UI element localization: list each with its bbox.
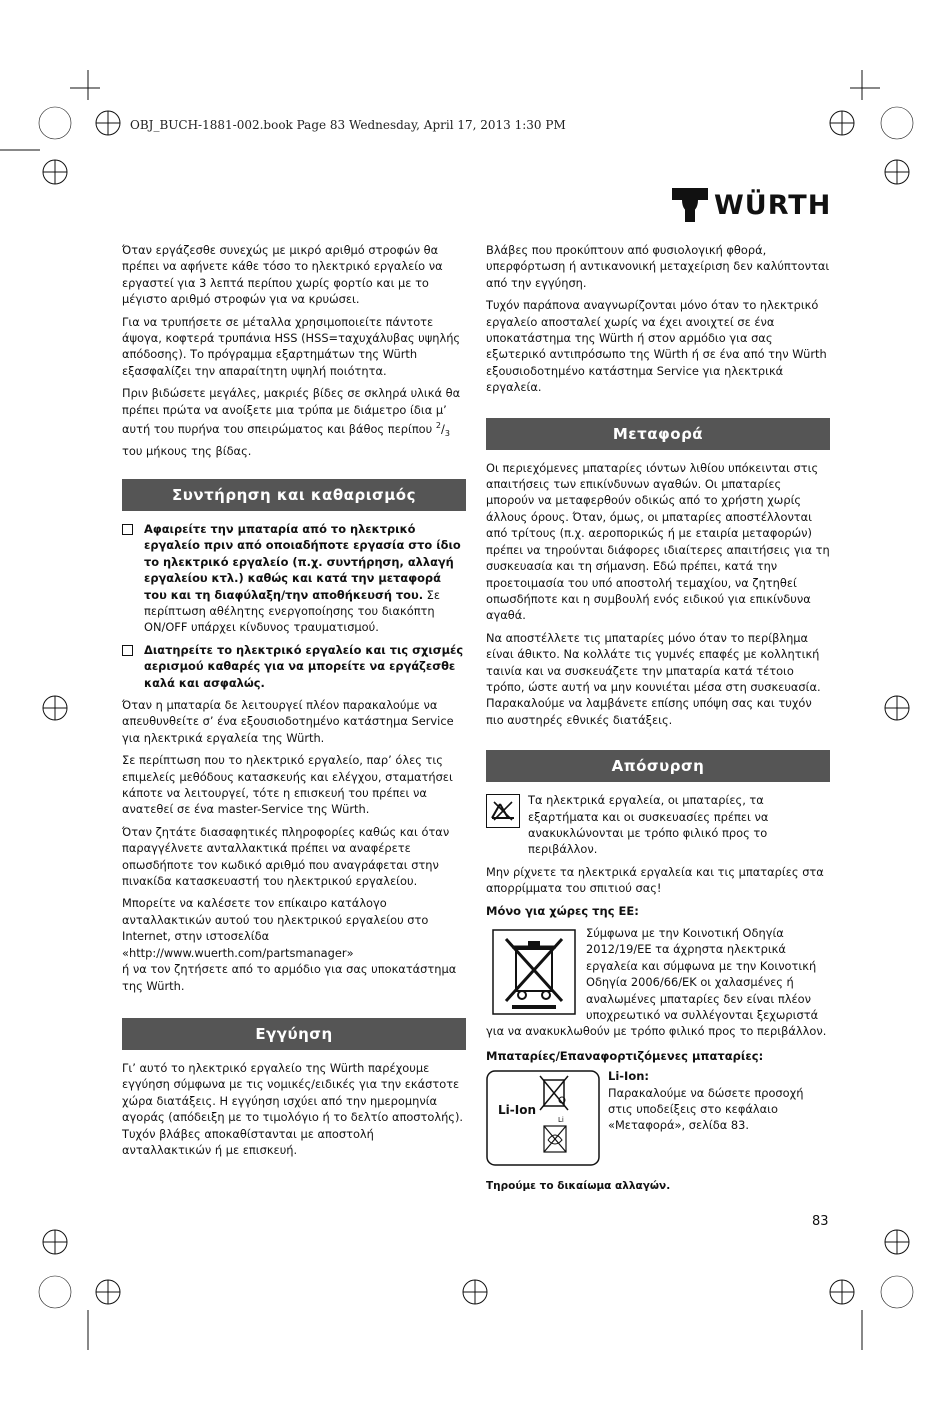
section-header-transport: Μεταφορά bbox=[486, 418, 830, 450]
crossed-out-bin-icon bbox=[492, 929, 576, 1015]
file-header-line: OBJ_BUCH-1881-002.book Page 83 Wednesday, April 17, 2013 1:30 PM bbox=[130, 118, 566, 132]
left-column bbox=[122, 242, 466, 1164]
liion-block bbox=[486, 1068, 830, 1168]
paragraph: Πριν βιδώσετε μεγάλες, μακριές βίδες σε σκληρά υλικά θα πρέπει πρώτα να ανοίξετε μια τρύπα με διάμετρο ίδια μ’ αυτή του πυρήνα του σπειρώματος και βάθος περίπου $^2/_3$ του μήκους της βίδας. bbox=[122, 386, 461, 458]
paragraph: Οι περιεχόμενες μπαταρίες ιόντων λιθίου υπόκεινται στις απαιτήσεις των επικίνδυνων αγαθών. Οι μπαταρίες μπορούν να μεταφερθούν οδικώς από το χρήστη χωρίς άλλους όρους. Όταν, όμως, οι μπαταρίες αποστέλλονται από τρίτους (π.χ. αεροπορικώς ή με εταιρία μεταφορών) πρέπει να τηρούνται διάφορες ιδιαίτερες απαιτήσεις για τη συσκευασία και τη σήμανση. Εδώ πρέπει, κατά την προετοιμασία του υπό αποστολή τεμαχίου, να ζητηθεί οπωσδήποτε και η συμβουλή ενός ειδικού για επικίνδυνα αγαθά. bbox=[486, 460, 830, 623]
partsmanager-url: «http://www.wuerth.com/partsmanager» bbox=[122, 945, 354, 960]
disposal-intro-block: Τα ηλεκτρικά εργαλεία, οι μπαταρίες, τα εξαρτήματα και οι συσκευασίες πρέπει να ανακυκλώνονται με τρόπο φιλικό προς το περιβάλλον. bbox=[486, 792, 830, 858]
paragraph: Γι’ αυτό το ηλεκτρικό εργαλείο της Würth παρέχουμε εγγύηση σύμφωνα με τις νομικές/ειδικές για την εκάστοτε χώρα διατάξεις. Η εγγύηση ισχύει από την ημερομηνία αγοράς (απόδειξη με το τιμολόγιο ή το δελτίο αποστολής). Τυχόν βλάβες αποκαθίστανται με αποστολή ανταλλακτικών ή με επισκευή. bbox=[122, 1060, 464, 1157]
bullet-item: Διατηρείτε το ηλεκτρικό εργαλείο και τις σχισμές αερισμού καθαρές για να μπορείτε να εργάζεσθε καλά και ασφαλώς. bbox=[122, 642, 466, 691]
brand-name: WÜRTH bbox=[714, 189, 832, 221]
section-header-warranty: Εγγύηση bbox=[122, 1018, 466, 1050]
paragraph: Να αποστέλλετε τις μπαταρίες μόνο όταν το περίβλημα είναι άθικτο. Να κολλάτε τις γυμνές επαφές με κολλητική ταινία και να συσκευάζετε την μπαταρία κατά τέτοιο τρόπο, ώστε αυτή να μην κουνιέται μέσα στη συσκευασία. bbox=[486, 630, 821, 694]
right-column bbox=[486, 242, 830, 1168]
paragraph: Βλάβες που προκύπτουν από φυσιολογική φθορά, υπερφόρτωση ή αντικανονική μεταχείριση δεν καλύπτονται από την εγγύηση. bbox=[486, 243, 830, 290]
paragraph: Μπορείτε να καλέσετε τον επίκαιρο κατάλογο ανταλλακτικών αυτού του ηλεκτρικού εργαλείου στο Internet, στην ιστοσελίδα «http://www.wuerth.com/partsmanager» ή να τον ζητήσετε από το αρμόδιο για σας υποκατάστημα της Würth. bbox=[122, 896, 457, 993]
paragraph: Τυχόν παράπονα αναγνωρίζονται μόνο όταν το ηλεκτρικό εργαλείο αποσταλεί χωρίς να έχει ανοιχτεί σε ένα υποκατάστημα της Würth ή στον αρμόδιο για σας εξωτερικό αντιπρόσωπο της Würth ή σε ένα από την Würth εξουσιοδοτημένο κατάστημα Service για ηλεκτρικά εργαλεία. bbox=[486, 298, 827, 395]
paragraph: Για να τρυπήσετε σε μέταλλα χρησιμοποιείτε πάντοτε άψογα, κοφτερά τρυπάνια HSS (HSS=ταχυχάλυβας υψηλής απόδοσης). Το πρόγραμμα εξαρτημάτων της Würth εξασφαλίζει την απαραίτητη υψηλή ποιότητα. bbox=[122, 314, 461, 378]
fraction-numerator: 2 bbox=[435, 421, 441, 431]
li-small-text: Li bbox=[558, 1116, 564, 1125]
paragraph: Όταν η μπαταρία δε λειτουργεί πλέον παρακαλούμε να απευθυνθείτε σ’ ένα εξουσιοδοτημένο κατάστημα Service για ηλεκτρικά εργαλεία της Würth. bbox=[122, 698, 454, 745]
paragraph: Μην ρίχνετε τα ηλεκτρικά εργαλεία και τις μπαταρίες στα απορρίμματα του σπιτιού σας! bbox=[486, 864, 824, 896]
checkbox-bullet-icon bbox=[122, 645, 133, 656]
bullet-item: Αφαιρείτε την μπαταρία από το ηλεκτρικό εργαλείο πριν από οποιαδήποτε εργασία στο ίδιο το ηλεκτρικό εργαλείο (π.χ. συντήρηση, αλλαγή εργαλείου κτλ.) καθώς και κατά την μεταφορά του και τη διαφύλαξη/την αποθήκευσή του. Σε περίπτωση αθέλητης ενεργοποίησης του διακόπτη ON/OFF υπάρχει κίνδυνος τραυματισμού. bbox=[122, 521, 466, 636]
eu-only-label: Μόνο για χώρες της ΕΕ: bbox=[486, 903, 639, 918]
section-header-disposal: Απόσυρση bbox=[486, 750, 830, 782]
paragraph: Όταν εργάζεσθε συνεχώς με μικρό αριθμό στροφών θα πρέπει να αφήνετε κάθε τόσο το ηλεκτρικό εργαλείο να εργαστεί για 3 λεπτά περίπου χωρίς φορτίο και με το μέγιστο αριθμό στροφών για να κρυώσει. bbox=[122, 243, 443, 307]
recycling-icon bbox=[486, 794, 520, 828]
page-number: 83 bbox=[812, 1214, 829, 1229]
section-header-maintenance: Συντήρηση και καθαρισμός bbox=[122, 479, 466, 511]
footer-note: Τηρούμε το δικαίωμα αλλαγών. bbox=[486, 1180, 671, 1192]
wurth-logo bbox=[672, 188, 831, 222]
liion-text: Παρακαλούμε να δώσετε προσοχή στις υποδείξεις στο κεφάλαιο «Μεταφορά», σελίδα 83. bbox=[608, 1085, 804, 1133]
liion-label: Li-Ion: bbox=[608, 1069, 650, 1084]
paragraph: Σε περίπτωση που το ηλεκτρικό εργαλείο, παρ’ όλες τις επιμελείς μεθόδους κατασκευής και ελέγχου, σταματήσει κάποτε να λειτουργεί, τότε η επισκευή του πρέπει να ανατεθεί σε ένα master-Service της Würth. bbox=[122, 753, 453, 817]
eu-block: Σύμφωνα με την Κοινοτική Οδηγία 2012/19/ΕΕ τα άχρηστα ηλεκτρικά εργαλεία και σύμφωνα με την Κοινοτική Οδηγία 2006/66/ΕΚ οι χαλασμένες ή αναλωμένες μπαταρίες δεν είναι πλέον υποχρεωτικό να συλλέγονται ξεχωριστά για να ανακυκλωθούν με τρόπο φιλικό προς το περιβάλλον. bbox=[486, 926, 827, 1039]
wurth-logo-icon bbox=[672, 188, 708, 222]
batteries-label: Μπαταρίες/Επαναφορτιζόμενες μπαταρίες: bbox=[486, 1048, 764, 1063]
paragraph: Όταν ζητάτε διασαφητικές πληροφορίες καθώς και όταν παραγγέλνετε ανταλλακτικά πρέπει να αναφέρετε οπωσδήποτε τον κωδικό αριθμό που αναγράφεται στην πινακίδα κατασκευαστή του ηλεκτρικού εργαλείου. bbox=[122, 824, 450, 889]
checkbox-bullet-icon bbox=[122, 524, 133, 535]
fraction-denominator: 3 bbox=[444, 429, 450, 439]
liion-icon-text: Li-Ion bbox=[498, 1103, 536, 1118]
paragraph: Παρακαλούμε να λαμβάνετε επίσης υπόψη σας και τυχόν πιο αυστηρές εθνικές διατάξεις. bbox=[486, 696, 812, 727]
